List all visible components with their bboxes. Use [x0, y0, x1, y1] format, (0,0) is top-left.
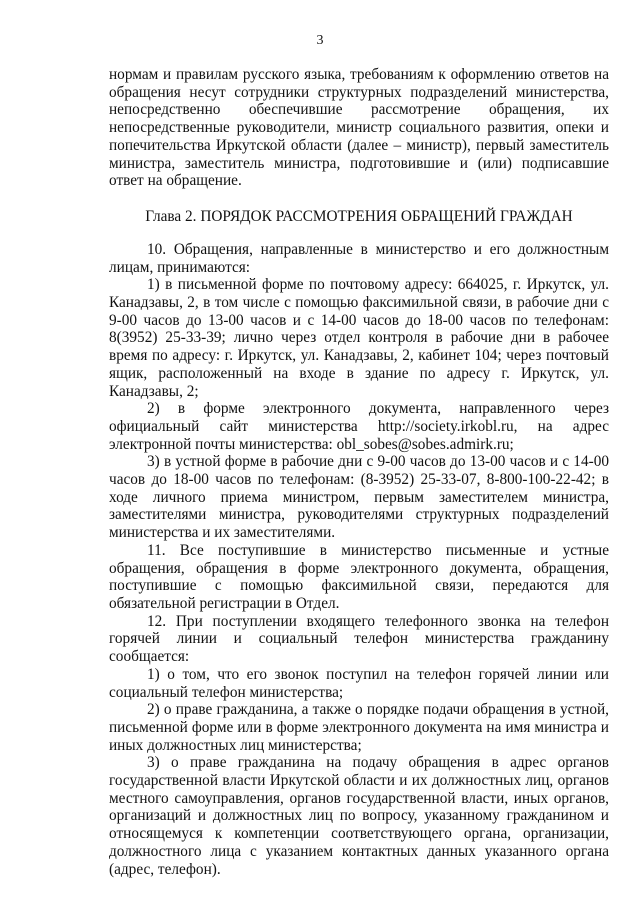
paragraph-10: 10. Обращения, направленные в министерство и его должностным лицам, принимаются: — [109, 240, 609, 276]
document-body — [109, 66, 609, 878]
paragraph-10-item-1: 1) в письменной форме по почтовому адресу: 664025, г. Иркутск, ул. Канадзавы, 2, в том числе с помощью факсимильной связи, в рабочие дни с 9-00 часов до 13-00 часов и с 14-00 часов до 18-00 часов по телефонам: 8(3952) 25-33-39; лично через отдел контроля в рабочие дни в рабочее время по адресу: г. Иркутск, ул. Канадзавы, 2, кабинет 104; через почтовый ящик, расположенный на входе в здание по адресу г. Иркутск, ул. Канадзавы, 2; — [109, 276, 609, 400]
page-number: 3 — [316, 33, 324, 48]
intro-paragraph: нормам и правилам русского языка, требованиям к оформлению ответов на обращения несут сотрудники структурных подразделений министерства, непосредственно обеспечившие рассмотрение обращения, их непосредственные руководители, министр социального развития, опеки и попечительства Иркутской области (далее – министр), первый заместитель министра, заместитель министра, подготовившие и (или) подписавшие ответ на обращение. — [109, 66, 609, 190]
chapter-title: Глава 2. ПОРЯДОК РАССМОТРЕНИЯ ОБРАЩЕНИЙ ГРАЖДАН — [145, 207, 573, 225]
paragraph-11: 11. Все поступившие в министерство письменные и устные обращения, обращения в форме электронного документа, обращения, поступившие с помощью факсимильной связи, передаются для обязательной регистрации в Отдел. — [109, 541, 609, 612]
paragraph-12: 12. При поступлении входящего телефонного звонка на телефон горячей линии и социальный телефон министерства гражданину сообщается: — [109, 612, 609, 666]
paragraph-12-item-3: 3) о праве гражданина на подачу обращения в адрес органов государственной власти Иркутской области и их должностных лиц, органов местного самоуправления, органов государственной власти, иных органов, организаций и должностных лиц по вопросу, указанному гражданином и относящемуся к компетенции соответствующего органа, организации, должностного лица с указанием контактных данных указанного органа (адрес, телефон). — [109, 754, 609, 878]
paragraph-10-item-2: 2) в форме электронного документа, направленного через официальный сайт министерства http://society.irkobl.ru, на адрес электронной почты министерства: obl_sobes@sobes.admirk.ru; — [109, 400, 609, 453]
paragraph-12-item-2: 2) о праве гражданина, а также о порядке подачи обращения в устной, письменной форме или в форме электронного документа на имя министра и иных должностных лиц министерства; — [109, 701, 609, 754]
paragraph-10-item-3: 3) в устной форме в рабочие дни с 9-00 часов до 13-00 часов и с 14-00 часов до 18-00 часов по телефонам: (8-3952) 25-33-07, 8-800-100-22-42; в ходе личного приема министром, первым заместителем министра, заместителями министра, руководителями структурных подразделений министерства и их заместителями. — [109, 453, 609, 542]
paragraph-12-item-1: 1) о том, что его звонок поступил на телефон горячей линии или социальный телефон министерства; — [109, 665, 609, 701]
